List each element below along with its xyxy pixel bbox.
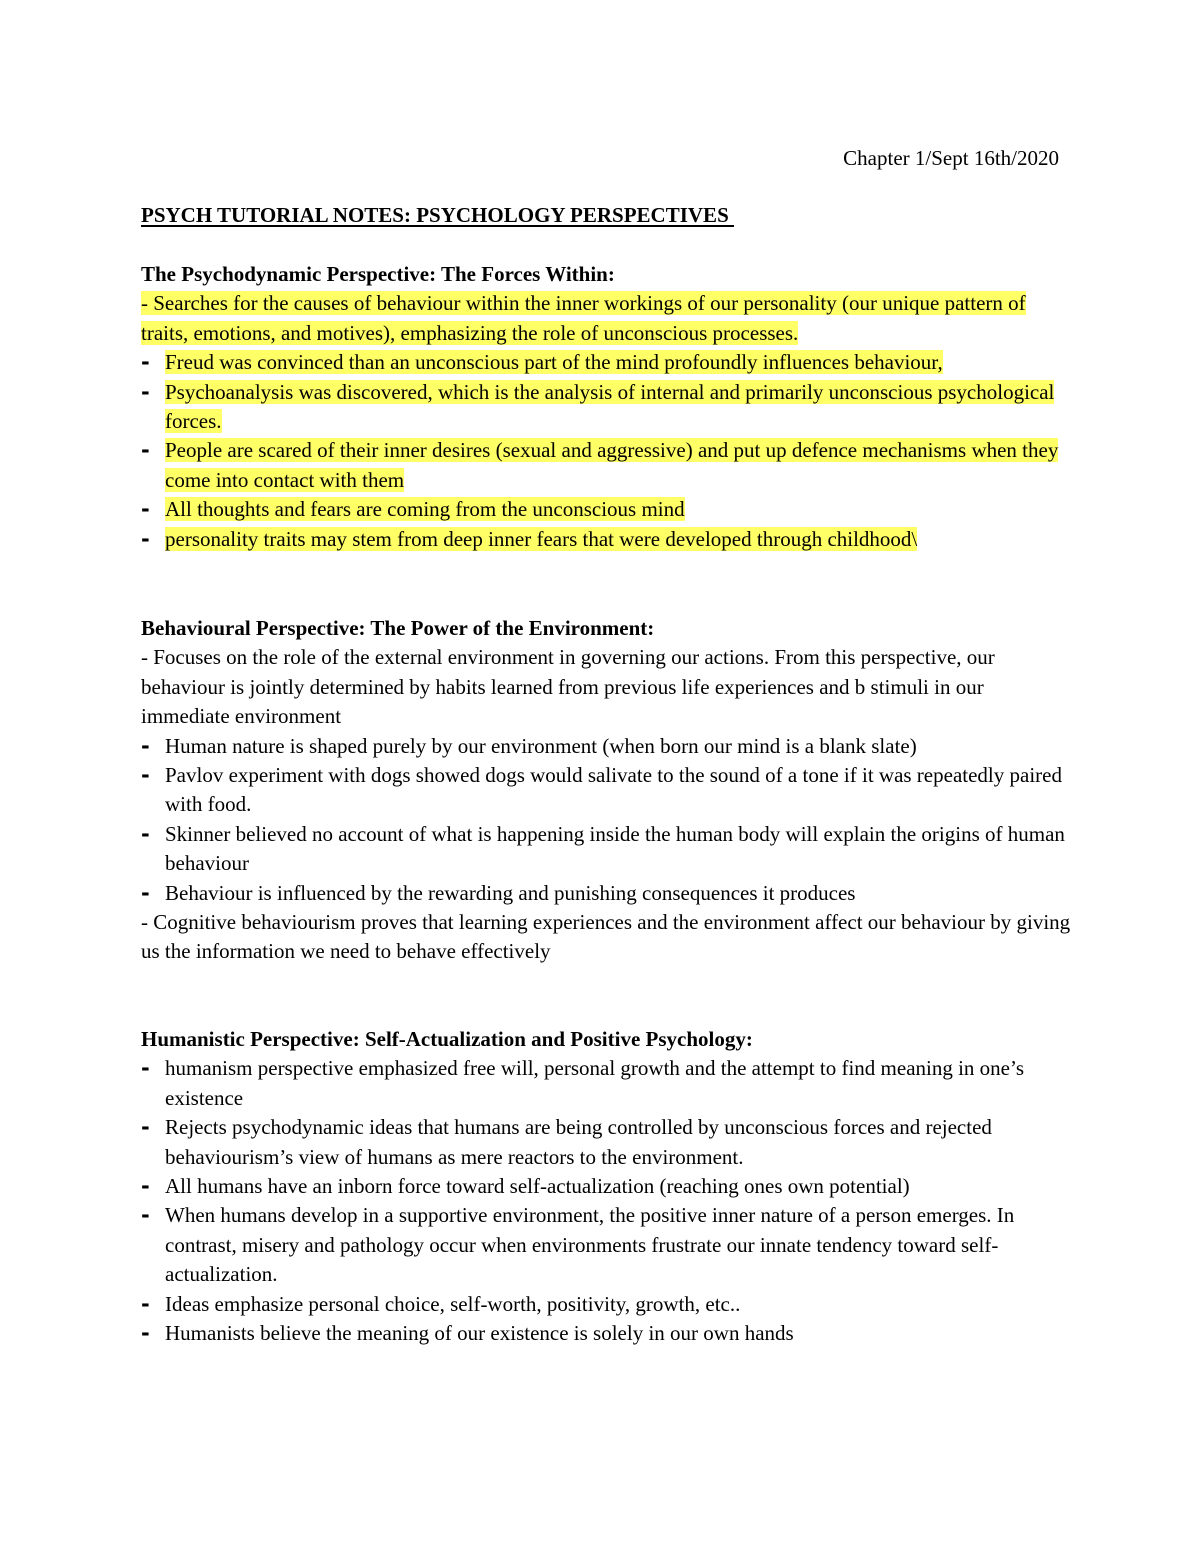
highlighted-text: People are scared of their inner desires (sexual and aggressive) and put up defence mechanisms when they come into contact with them [165, 438, 1059, 492]
list-item: - Pavlov experiment with dogs showed dogs would salivate to the sound of a tone if it was repeatedly paired with food. [141, 761, 1071, 820]
document-date: Chapter 1/Sept 16th/2020 [843, 146, 1059, 170]
list-item [141, 525, 1071, 554]
highlighted-text: Psychoanalysis was discovered, which is the analysis of internal and primarily unconscious psychological forces. [165, 379, 1055, 434]
section-heading: Behavioural Perspective: The Power of the Environment: [141, 616, 655, 640]
section-intro [141, 289, 1071, 348]
highlighted-text: - Searches for the causes of behaviour within the inner workings of our personality (our unique pattern of traits, emotions, and motives), emphasizing the role of unconscious processes. [141, 291, 1026, 345]
list-item: - Ideas emphasize personal choice, self-worth, positivity, growth, etc.. [141, 1290, 1071, 1319]
section-humanistic [141, 1025, 1071, 1348]
list-item [141, 378, 1071, 437]
bullet-list [141, 732, 1071, 908]
list-item [141, 436, 1071, 495]
list-item: - Behaviour is influenced by the rewarding and punishing consequences it produces [141, 879, 1071, 908]
list-item: - humanism perspective emphasized free will, personal growth and the attempt to find meaning in one’s existence [141, 1054, 1071, 1113]
document-title: PSYCH TUTORIAL NOTES: PSYCHOLOGY PERSPECTIVES [141, 203, 734, 227]
section-intro: - Focuses on the role of the external environment in governing our actions. From this perspective, our behaviour is jointly determined by habits learned from previous life experiences and b stimuli in our immediate environment [141, 645, 995, 729]
list-item: - All humans have an inborn force toward self-actualization (reaching ones own potential) [141, 1172, 1071, 1201]
bullet-list [141, 1054, 1071, 1348]
highlighted-text: All thoughts and fears are coming from the unconscious mind [165, 497, 685, 522]
section-heading: The Psychodynamic Perspective: The Forces Within: [141, 262, 615, 286]
list-item: - When humans develop in a supportive environment, the positive inner nature of a person emerges. In contrast, misery and pathology occur when environments frustrate our innate tendency toward self-actualization. [141, 1201, 1071, 1289]
highlighted-text: Freud was convinced than an unconscious part of the mind profoundly influences behaviour, [165, 350, 943, 375]
section-psychodynamic [141, 260, 1071, 554]
list-item: - Rejects psychodynamic ideas that humans are being controlled by unconscious forces and rejected behaviourism’s view of humans as mere reactors to the environment. [141, 1113, 1071, 1172]
list-item: - Humanists believe the meaning of our existence is solely in our own hands [141, 1319, 1071, 1348]
list-item: - Skinner believed no account of what is happening inside the human body will explain the origins of human behaviour [141, 820, 1071, 879]
section-heading: Humanistic Perspective: Self-Actualization and Positive Psychology: [141, 1027, 753, 1051]
list-item [141, 348, 1071, 377]
highlighted-text: personality traits may stem from deep inner fears that were developed through childhood\ [165, 526, 918, 551]
bullet-list [141, 348, 1071, 554]
list-item [141, 495, 1071, 524]
section-outro: - Cognitive behaviourism proves that learning experiences and the environment affect our behaviour by giving us the information we need to behave effectively [141, 910, 1071, 964]
list-item: - Human nature is shaped purely by our environment (when born our mind is a blank slate) [141, 732, 1071, 761]
section-behavioural [141, 614, 1071, 967]
